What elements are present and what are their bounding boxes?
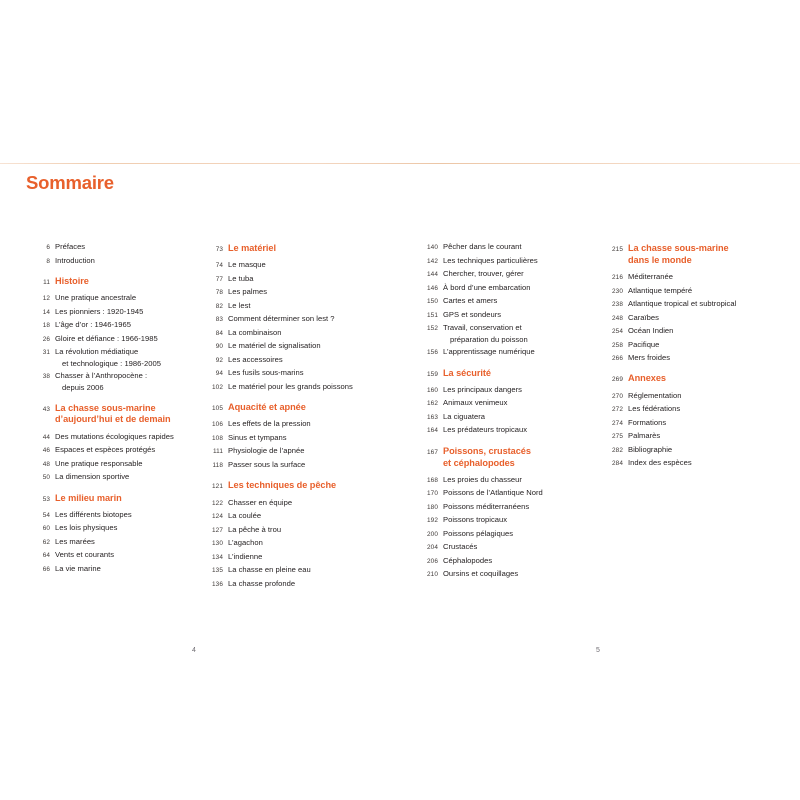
toc-entry-label: Physiologie de l’apnée — [228, 446, 305, 456]
toc-section-title: Le matériel — [228, 243, 276, 253]
toc-entry-label: Poissons de l’Atlantique Nord — [443, 488, 543, 498]
toc-entry-page-number: 156 — [427, 349, 438, 357]
toc-section-title: Les techniques de pêche — [228, 480, 337, 491]
folio-left: 4 — [192, 647, 196, 654]
toc-entry-label: Gloire et défiance : 1966-1985 — [55, 333, 158, 343]
toc-section-title-line2: d’aujourd’hui et de demain — [55, 414, 171, 425]
toc-entry-page-number: 46 — [42, 447, 50, 455]
toc-entry-page-number: 216 — [612, 274, 623, 282]
toc-entry-label-line2: préparation du poisson — [450, 334, 528, 344]
toc-entry[interactable] — [36, 348, 200, 367]
toc-section-title-line2: dans le monde — [628, 254, 692, 265]
toc-entry-label: Sinus et tympans — [228, 432, 287, 442]
toc-entry-label: Pêcher dans le courant — [443, 242, 522, 251]
toc-entry[interactable] — [208, 526, 420, 534]
toc-entry-page-number: 180 — [427, 503, 438, 511]
toc-entry[interactable] — [420, 516, 605, 524]
toc-entry-label: À bord d’une embarcation — [443, 282, 531, 292]
toc-group — [420, 368, 605, 435]
toc-entry-page-number: 84 — [215, 329, 223, 337]
toc-entry[interactable] — [36, 446, 200, 454]
toc-section-page-number: 43 — [42, 405, 50, 413]
toc-entry-page-number: 92 — [215, 356, 223, 364]
toc-entry-label: Les techniques particulières — [443, 255, 538, 265]
toc-entry-page-number: 50 — [42, 474, 50, 482]
toc-entry-page-number: 48 — [42, 460, 50, 468]
toc-entry[interactable] — [420, 348, 605, 356]
toc-entry[interactable] — [605, 273, 800, 281]
toc-entry-page-number: 284 — [612, 460, 623, 468]
toc-entry-label: Des mutations écologiques rapides — [55, 431, 174, 441]
toc-entry[interactable] — [420, 297, 605, 305]
toc-group — [420, 446, 605, 579]
page-title: Sommaire — [26, 172, 114, 193]
toc-column-4 — [605, 243, 800, 593]
toc-entry-label: Chasser à l’Anthropocène : depuis 2006 — [55, 372, 200, 391]
toc-entry[interactable] — [208, 566, 420, 574]
toc-entry-page-number: 140 — [427, 244, 438, 251]
toc-entry-label: Les marées — [55, 536, 95, 546]
toc-entry-label: Palmarès — [628, 431, 661, 441]
toc-entry[interactable] — [420, 426, 605, 434]
toc-entry[interactable] — [36, 538, 200, 546]
toc-entry[interactable] — [420, 243, 605, 251]
toc-entry[interactable] — [420, 543, 605, 551]
toc-entry[interactable] — [605, 354, 800, 362]
toc-entry-page-number: 254 — [612, 328, 623, 336]
toc-entry-page-number: 230 — [612, 287, 623, 295]
toc-group — [208, 243, 420, 391]
toc-group — [36, 243, 200, 265]
toc-entry[interactable] — [605, 300, 800, 308]
toc-section-page-number: 159 — [427, 370, 438, 378]
toc-entry-label: Vents et courants — [55, 550, 115, 560]
toc-entry-label: Le matériel pour les grands poissons — [228, 381, 353, 391]
toc-entry[interactable] — [208, 342, 420, 350]
toc-entry-page-number: 66 — [42, 565, 50, 573]
toc-entry-page-number: 111 — [212, 448, 223, 456]
toc-entry-label: Index des espèces — [628, 458, 692, 468]
toc-entry[interactable] — [36, 335, 200, 343]
toc-entry-page-number: 210 — [427, 571, 438, 579]
toc-section-page-number: 53 — [42, 495, 50, 503]
toc-entry[interactable] — [420, 386, 605, 394]
toc-entry-page-number: 151 — [427, 311, 438, 319]
toc-entry[interactable] — [420, 311, 605, 319]
toc-entry-page-number: 108 — [212, 434, 223, 442]
toc-entry-label: Chercher, trouver, gérer — [443, 269, 524, 278]
toc-entry-page-number: 60 — [42, 525, 50, 533]
toc-group — [605, 243, 800, 362]
toc-entry-label: Les effets de la pression — [228, 419, 311, 429]
toc-section-page-number: 11 — [43, 278, 50, 286]
toc-entry-page-number: 54 — [42, 511, 50, 519]
toc-entry-page-number: 270 — [612, 392, 623, 400]
toc-section-title: Le milieu marin — [55, 492, 122, 503]
toc-section-title: Aquacité et apnée — [228, 402, 306, 413]
toc-entry-page-number: 282 — [612, 446, 623, 454]
toc-entry-label: Caraïbes — [628, 312, 659, 322]
toc-entry[interactable] — [420, 503, 605, 511]
toc-entry-label: Une pratique responsable — [55, 458, 143, 468]
toc-entry-page-number: 74 — [215, 262, 223, 270]
toc-entry[interactable] — [605, 446, 800, 454]
toc-section-heading[interactable] — [605, 243, 800, 267]
toc-entry-label: Atlantique tempéré — [628, 285, 693, 295]
toc-entry-label: L’indienne — [228, 551, 263, 561]
toc-entry-label: Une pratique ancestrale — [55, 293, 137, 303]
toc-entry[interactable] — [208, 580, 420, 588]
toc-entry-label: Les fusils sous-marins — [228, 368, 304, 378]
toc-entry-page-number: 26 — [42, 335, 50, 343]
toc-entry-label: Espaces et espèces protégés — [55, 445, 156, 455]
toc-entry-label: Les pionniers : 1920-1945 — [55, 306, 144, 316]
toc-entry-page-number: 272 — [612, 406, 623, 414]
toc-entry-page-number: 94 — [215, 370, 223, 378]
toc-entry-page-number: 160 — [427, 386, 438, 394]
toc-entry-label: Passer sous la surface — [228, 459, 306, 469]
toc-entry[interactable] — [36, 294, 200, 302]
toc-entry-page-number: 135 — [212, 567, 223, 575]
toc-entry[interactable] — [36, 551, 200, 559]
toc-entry-label: La révolution médiatique et technologique : 1986-2005 — [55, 348, 200, 367]
toc-entry-page-number: 82 — [215, 302, 223, 310]
toc-entry[interactable] — [36, 372, 200, 391]
toc-entry-label: Poissons méditerranéens — [443, 501, 530, 511]
toc-section-heading[interactable] — [420, 446, 605, 470]
toc-entry-label: Les différents biotopes — [55, 509, 132, 519]
toc-entry[interactable] — [605, 341, 800, 349]
toc-entry-page-number: 118 — [212, 461, 223, 469]
toc-entry-page-number: 83 — [215, 316, 223, 324]
toc-entry-label: Les principaux dangers — [443, 384, 522, 394]
toc-entry-label: Céphalopodes — [443, 555, 493, 565]
toc-entry-label: Cartes et amers — [443, 296, 498, 305]
toc-entry[interactable] — [208, 275, 420, 283]
toc-entry[interactable] — [208, 420, 420, 428]
toc-entry-label: L’agachon — [228, 538, 263, 548]
toc-entry-page-number: 136 — [212, 580, 223, 588]
toc-entry-label: La coulée — [228, 511, 262, 521]
toc-entry-page-number: 130 — [212, 540, 223, 548]
toc-entry[interactable] — [208, 315, 420, 323]
toc-entry[interactable] — [605, 314, 800, 322]
toc-entry-page-number: 127 — [212, 526, 223, 534]
toc-entry[interactable] — [36, 321, 200, 329]
toc-entry[interactable] — [420, 257, 605, 265]
toc-entry[interactable] — [208, 329, 420, 337]
toc-entry[interactable] — [420, 570, 605, 578]
toc-entry-page-number: 258 — [612, 341, 623, 349]
toc-entry-label: Oursins et coquillages — [443, 569, 519, 579]
toc-entry[interactable] — [36, 433, 200, 441]
toc-entry[interactable] — [208, 369, 420, 377]
toc-entry-label: La dimension sportive — [55, 472, 130, 482]
toc-entry[interactable] — [208, 356, 420, 364]
toc-entry-label: Poissons pélagiques — [443, 528, 514, 538]
toc-entry[interactable] — [605, 405, 800, 413]
toc-section-title-line2: et céphalopodes — [443, 457, 515, 468]
toc-entry-page-number: 106 — [212, 421, 223, 429]
toc-group — [605, 373, 800, 467]
toc-entry[interactable] — [36, 460, 200, 468]
toc-column-1 — [0, 243, 200, 593]
toc-entry-page-number: 44 — [42, 433, 50, 441]
toc-entry-page-number: 134 — [212, 553, 223, 561]
toc-entry-label: Le masque — [228, 260, 266, 270]
toc-entry-page-number: 275 — [612, 433, 623, 441]
toc-entry-label: Chasser en équipe — [228, 497, 293, 507]
toc-entry-page-number: 162 — [427, 400, 438, 408]
toc-entry-label: Atlantique tropical et subtropical — [628, 299, 737, 309]
toc-section-title: La chasse sous-marine d’aujourd’hui et de demain — [55, 403, 200, 427]
toc-entry-page-number: 102 — [212, 383, 223, 391]
toc-entry-label: La chasse en pleine eau — [228, 565, 311, 575]
toc-section-title: Histoire — [55, 275, 89, 286]
toc-entry-page-number: 248 — [612, 314, 623, 322]
toc-entry[interactable] — [420, 557, 605, 565]
toc-entry-page-number: 18 — [42, 322, 50, 330]
toc-entry[interactable] — [208, 302, 420, 310]
toc-entry-label: Les prédateurs tropicaux — [443, 425, 528, 435]
toc-entry-page-number: 150 — [427, 298, 438, 305]
toc-entry[interactable] — [605, 432, 800, 440]
toc-entry-label: Pacifique — [628, 339, 660, 349]
toc-entry-label: Préfaces — [55, 242, 86, 251]
toc-section-title: La chasse sous-marine dans le monde — [628, 243, 800, 267]
toc-entry-label: GPS et sondeurs — [443, 309, 502, 319]
toc-entry-page-number: 6 — [46, 244, 50, 251]
toc-entry-label: Crustacés — [443, 542, 478, 552]
toc-section-page-number: 121 — [212, 483, 223, 491]
toc-entry[interactable] — [605, 327, 800, 335]
toc-entry[interactable] — [420, 324, 605, 343]
toc-entry[interactable] — [420, 476, 605, 484]
toc-entry[interactable] — [208, 261, 420, 269]
toc-entry[interactable] — [208, 461, 420, 469]
toc-section-heading[interactable] — [36, 276, 200, 288]
toc-entry-page-number: 8 — [46, 257, 50, 265]
toc-entry[interactable] — [208, 434, 420, 442]
toc-section-page-number: 269 — [612, 376, 623, 384]
toc-entry[interactable] — [420, 399, 605, 407]
toc-group — [36, 493, 200, 574]
toc-section-heading[interactable] — [36, 493, 200, 505]
toc-entry-label: Océan Indien — [628, 326, 674, 336]
toc-section-heading[interactable] — [605, 373, 800, 385]
toc-entry-page-number: 163 — [427, 413, 438, 421]
toc-entry-page-number: 12 — [42, 295, 50, 303]
toc-entry-label: Mers froides — [628, 353, 671, 363]
toc-entry-page-number: 77 — [215, 275, 223, 283]
toc-entry-label: Introduction — [55, 255, 95, 265]
toc-entry-page-number: 90 — [215, 343, 223, 351]
toc-entry[interactable] — [208, 553, 420, 561]
toc-entry[interactable] — [208, 288, 420, 296]
toc-entry[interactable] — [36, 257, 200, 265]
toc-entry[interactable] — [208, 539, 420, 547]
toc-column-2 — [200, 243, 420, 593]
toc-entry-label: La chasse profonde — [228, 578, 296, 588]
toc-entry[interactable] — [36, 243, 200, 251]
toc-section-title: La sécurité — [443, 367, 491, 378]
toc-group — [208, 480, 420, 588]
toc-entry-label: Le tuba — [228, 273, 254, 283]
toc-section-heading[interactable] — [208, 402, 420, 414]
toc-entry[interactable] — [420, 489, 605, 497]
toc-section-title: Annexes — [628, 373, 666, 384]
toc-section-heading[interactable] — [208, 480, 420, 492]
toc-entry-page-number: 200 — [427, 530, 438, 538]
toc-entry[interactable] — [605, 287, 800, 295]
toc-entry-page-number: 124 — [212, 513, 223, 521]
toc-entry[interactable] — [420, 530, 605, 538]
toc-entry-label: L’apprentissage numérique — [443, 347, 535, 357]
toc-entry-label: Les proies du chasseur — [443, 474, 522, 484]
toc-section-page-number: 105 — [212, 405, 223, 413]
toc-entry-label: Bibliographie — [628, 444, 673, 454]
toc-entry-page-number: 170 — [427, 490, 438, 498]
table-of-contents — [0, 163, 800, 673]
toc-entry[interactable] — [208, 383, 420, 391]
toc-entry[interactable] — [420, 413, 605, 421]
toc-entry-label: L’âge d’or : 1946-1965 — [55, 320, 132, 330]
toc-section-heading[interactable] — [420, 368, 605, 380]
toc-columns — [0, 243, 800, 593]
toc-entry-page-number: 14 — [42, 308, 50, 316]
toc-entry-page-number: 192 — [427, 517, 438, 525]
toc-entry[interactable] — [605, 459, 800, 467]
toc-entry-label: La pêche à trou — [228, 524, 282, 534]
toc-entry-label: Les accessoires — [228, 354, 283, 364]
toc-section-heading[interactable] — [208, 243, 420, 255]
toc-entry[interactable] — [36, 473, 200, 481]
toc-section-page-number: 215 — [612, 246, 623, 253]
toc-section-title: Poissons, crustacés et céphalopodes — [443, 446, 605, 470]
toc-entry-page-number: 142 — [427, 257, 438, 265]
toc-entry-page-number: 164 — [427, 427, 438, 435]
toc-entry[interactable] — [36, 524, 200, 532]
toc-entry-label-line2: depuis 2006 — [62, 383, 104, 393]
toc-entry-page-number: 274 — [612, 419, 623, 427]
toc-group — [420, 243, 605, 357]
toc-entry-page-number: 204 — [427, 544, 438, 552]
toc-entry[interactable] — [605, 419, 800, 427]
toc-entry-label: Les palmes — [228, 287, 268, 297]
toc-entry-label: Les fédérations — [628, 404, 681, 414]
toc-entry-page-number: 144 — [427, 271, 438, 278]
toc-column-3 — [420, 243, 605, 593]
toc-entry[interactable] — [36, 511, 200, 519]
toc-entry-label: Réglementation — [628, 390, 682, 400]
toc-entry-label-line2: et technologique : 1986-2005 — [62, 358, 161, 368]
toc-group — [36, 276, 200, 392]
toc-entry-label: Animaux venimeux — [443, 398, 508, 408]
toc-section-heading[interactable] — [36, 403, 200, 427]
toc-entry-page-number: 38 — [42, 373, 50, 381]
toc-entry-label: Le matériel de signalisation — [228, 341, 321, 351]
toc-entry-label: La vie marine — [55, 563, 101, 573]
toc-entry-page-number: 78 — [215, 289, 223, 297]
toc-entry[interactable] — [208, 512, 420, 520]
toc-entry-page-number: 31 — [42, 349, 50, 357]
toc-entry-page-number: 238 — [612, 301, 623, 309]
toc-entry-label: Comment déterminer son lest ? — [228, 314, 335, 324]
toc-entry[interactable] — [605, 392, 800, 400]
toc-entry-label: La ciguatera — [443, 411, 486, 421]
toc-entry-page-number: 168 — [427, 476, 438, 484]
toc-entry[interactable] — [36, 308, 200, 316]
toc-entry-page-number: 206 — [427, 557, 438, 565]
toc-group — [208, 402, 420, 469]
toc-entry[interactable] — [420, 284, 605, 292]
toc-entry-label: Poissons tropicaux — [443, 515, 508, 525]
toc-entry-page-number: 146 — [427, 284, 438, 292]
toc-entry-label: La combinaison — [228, 327, 282, 337]
toc-entry-label: Méditerranée — [628, 272, 673, 282]
toc-entry-label: Travail, conservation et préparation du poisson — [443, 324, 605, 343]
toc-entry-label: Formations — [628, 417, 667, 427]
folio-right: 5 — [596, 647, 600, 654]
toc-entry[interactable] — [208, 499, 420, 507]
toc-section-page-number: 167 — [427, 448, 438, 456]
toc-entry-page-number: 152 — [427, 325, 438, 332]
toc-entry-page-number: 62 — [42, 538, 50, 546]
toc-entry-page-number: 64 — [42, 552, 50, 560]
toc-entry-page-number: 266 — [612, 355, 623, 363]
toc-entry[interactable] — [208, 447, 420, 455]
toc-entry[interactable] — [36, 565, 200, 573]
toc-group — [36, 403, 200, 482]
toc-entry[interactable] — [420, 270, 605, 278]
toc-entry-label: Le lest — [228, 300, 251, 310]
toc-entry-page-number: 122 — [212, 499, 223, 507]
toc-entry-label: Les lois physiques — [55, 523, 118, 533]
toc-section-page-number: 73 — [215, 246, 223, 253]
